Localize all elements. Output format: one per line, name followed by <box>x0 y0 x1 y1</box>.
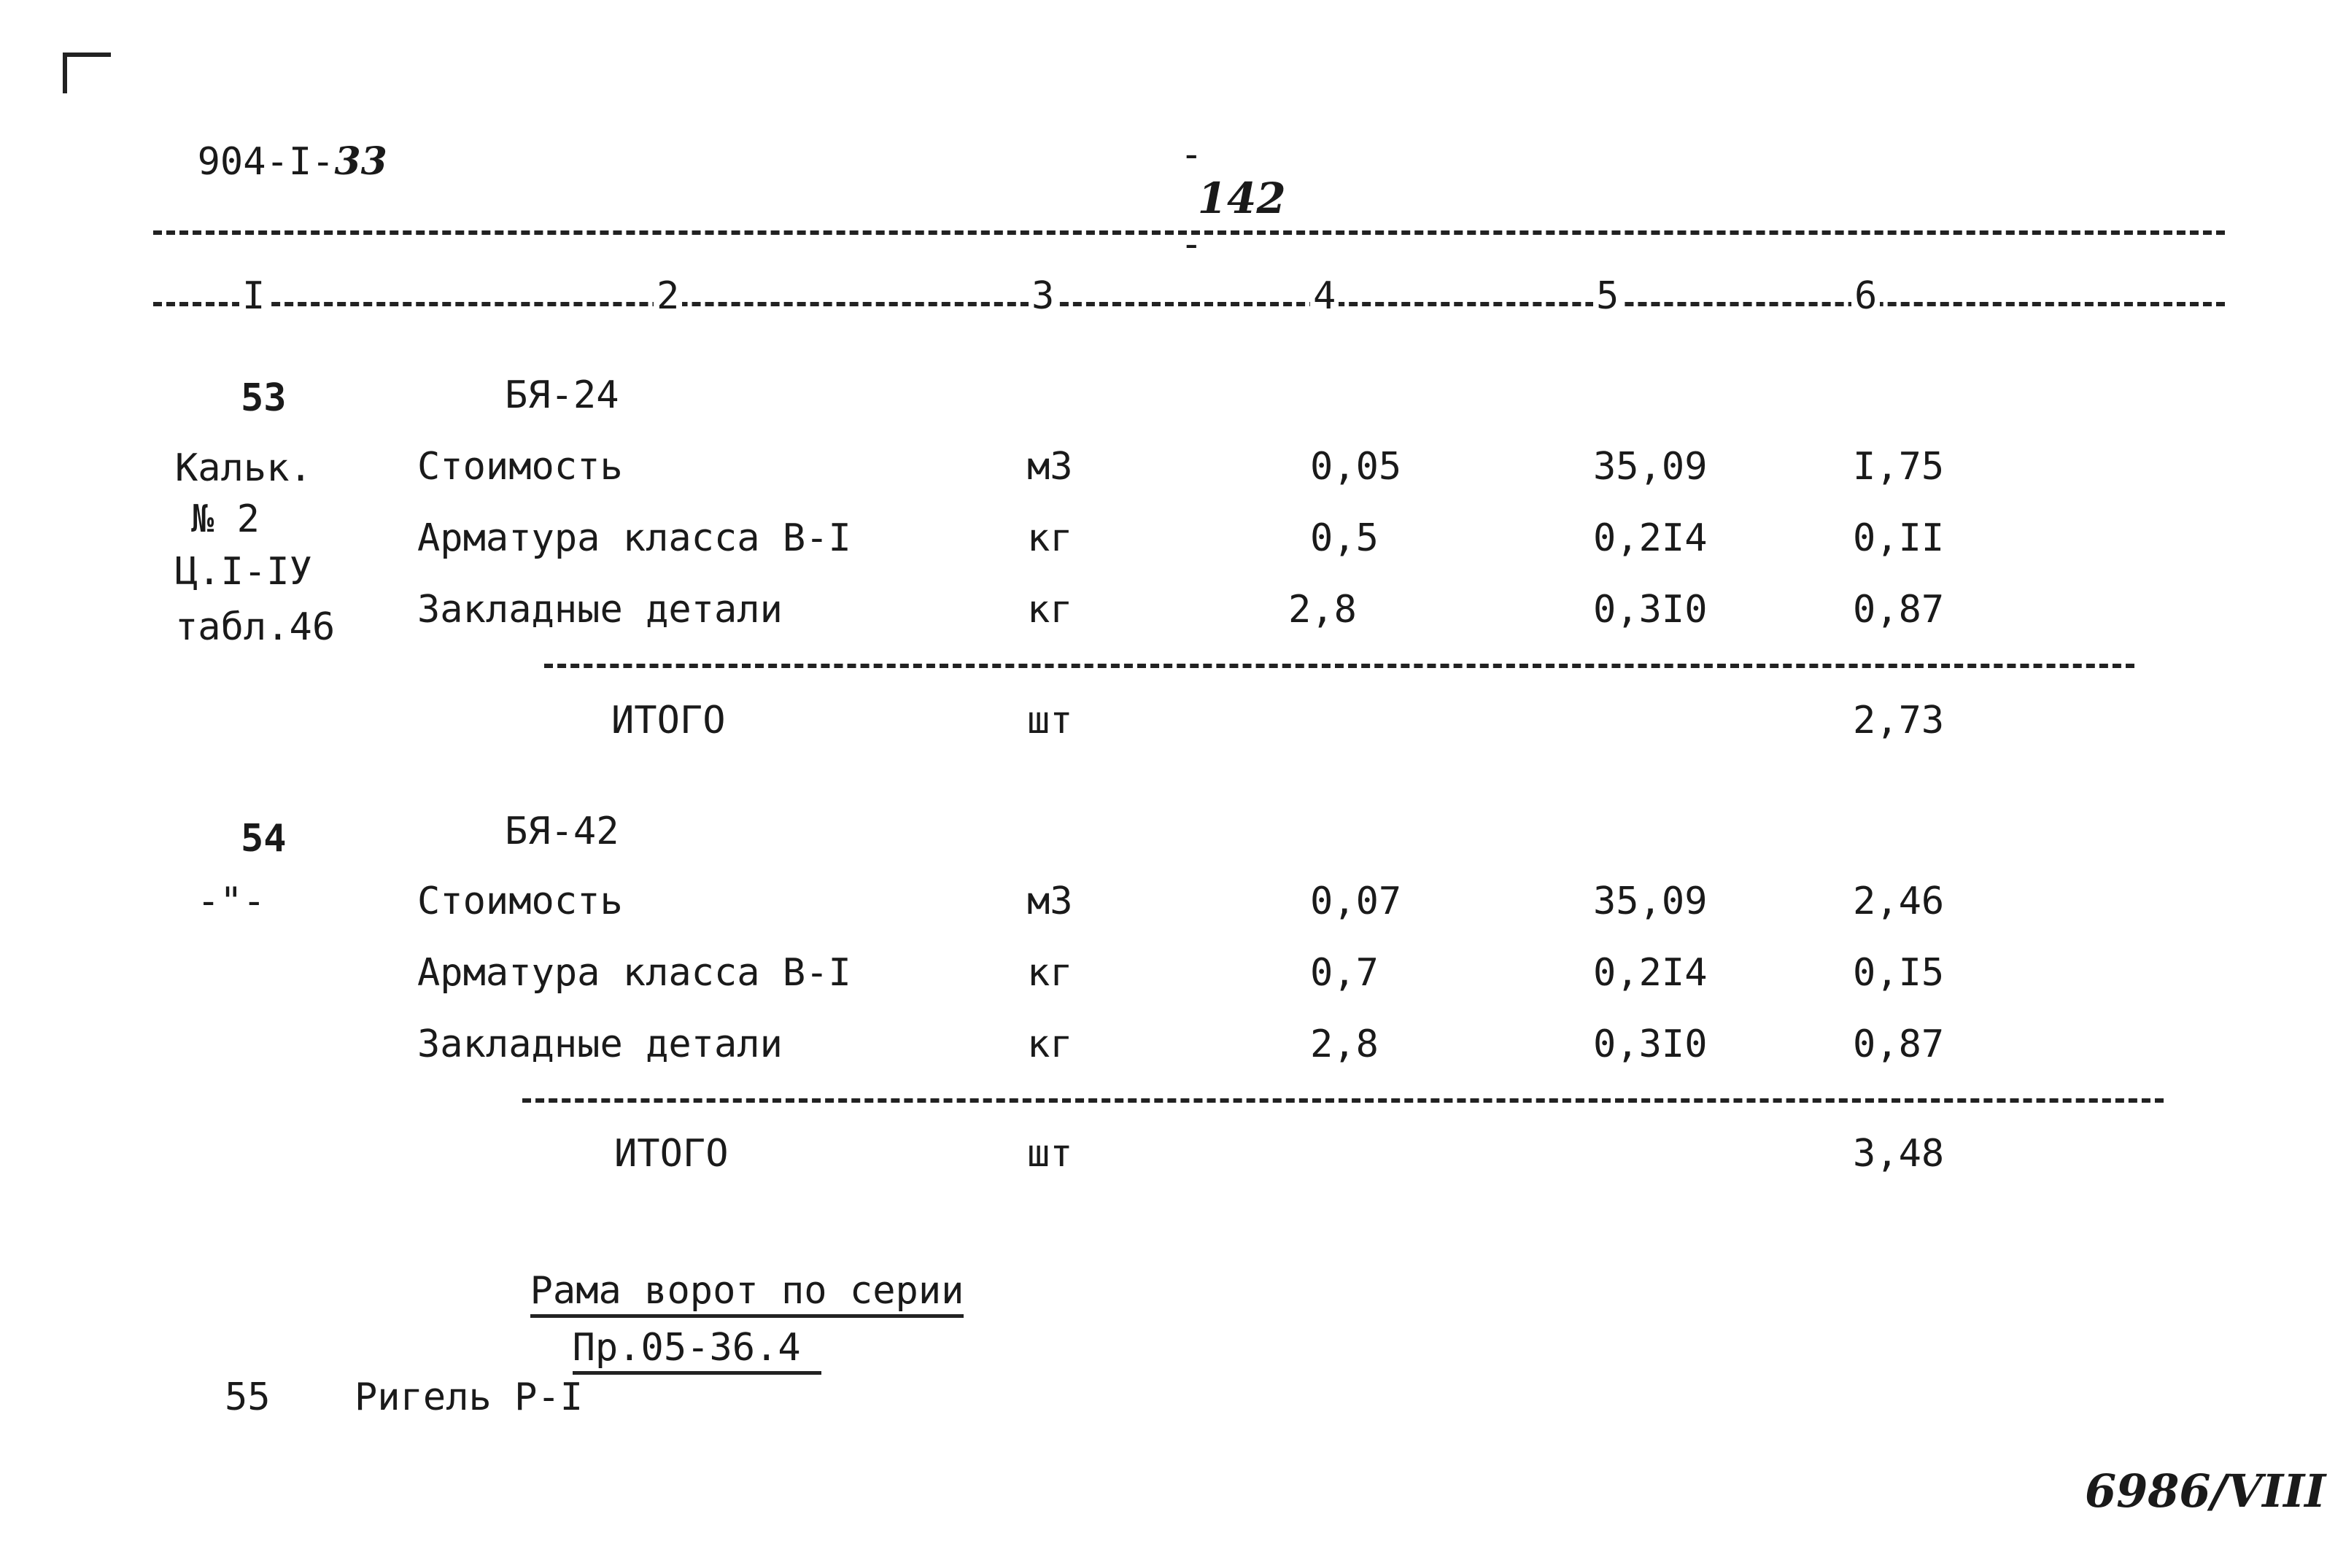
row-total: 2,46 <box>1853 880 1945 923</box>
row-price: 0,2I4 <box>1593 951 1708 995</box>
row-price: 35,09 <box>1593 880 1708 923</box>
row-total: 0,87 <box>1853 588 1945 632</box>
section-title-line2: Пр.05-36.4 <box>573 1326 821 1375</box>
series-code <box>152 96 387 184</box>
next-item-number: 55 <box>225 1375 271 1419</box>
row-total: 0,I5 <box>1853 951 1945 995</box>
reference-line: № 2 <box>191 497 260 541</box>
row-name: Арматура класса В-I <box>417 516 851 560</box>
row-qty: 2,8 <box>1288 588 1357 632</box>
header-bottom-rule <box>153 302 2225 306</box>
row-qty: 0,05 <box>1310 445 1402 489</box>
series-code-prefix: 904-I- <box>197 140 335 184</box>
row-name: Закладные детали <box>417 588 783 632</box>
column-number-6: 6 <box>1851 274 1880 318</box>
row-unit: кг <box>1027 951 1073 995</box>
row-price: 0,2I4 <box>1593 516 1708 560</box>
row-qty: 0,07 <box>1310 880 1402 923</box>
item-number: 53 <box>241 376 287 420</box>
row-unit: кг <box>1027 1022 1073 1066</box>
row-name: Закладные детали <box>417 1022 783 1066</box>
page-number-dash-right: - <box>1180 222 1203 266</box>
archive-stamp: 6986/VIII <box>2085 1464 2326 1518</box>
item-name: БЯ-24 <box>505 373 619 417</box>
column-number-3: 3 <box>1029 274 1057 318</box>
subtotal-unit: шт <box>1027 1132 1073 1176</box>
row-price: 35,09 <box>1593 445 1708 489</box>
corner-mark <box>63 53 111 93</box>
row-total: 0,87 <box>1853 1022 1945 1066</box>
page-number-value: 142 <box>1197 174 1286 223</box>
row-price: 0,3I0 <box>1593 588 1708 632</box>
column-number-2: 2 <box>654 274 682 318</box>
row-unit: м3 <box>1027 445 1073 489</box>
section-subtitle <box>527 1282 821 1370</box>
subtotal-rule <box>522 1098 2164 1103</box>
row-qty: 0,7 <box>1310 951 1379 995</box>
series-code-handwritten: 33 <box>334 139 387 184</box>
item-name: БЯ-42 <box>505 810 619 853</box>
row-unit: кг <box>1027 516 1073 560</box>
row-name: Стоимость <box>417 445 623 489</box>
subtotal-value: 3,48 <box>1853 1132 1945 1176</box>
reference-line: табл.46 <box>175 605 336 649</box>
header-top-rule <box>153 230 2225 235</box>
subtotal-unit: шт <box>1027 699 1073 742</box>
next-item-name: Ригель Р-I <box>355 1375 584 1419</box>
row-qty: 0,5 <box>1310 516 1379 560</box>
row-total: 0,II <box>1853 516 1945 560</box>
section-title-line1: Рама ворот по серии <box>530 1269 964 1318</box>
reference-line: Кальк. <box>175 446 312 490</box>
page-number <box>1134 89 1304 266</box>
subtotal-label: ИТОГО <box>611 699 726 742</box>
page-number-dash-left: - <box>1180 133 1203 176</box>
row-name: Арматура класса В-I <box>417 951 851 995</box>
row-unit: м3 <box>1027 880 1073 923</box>
row-price: 0,3I0 <box>1593 1022 1708 1066</box>
column-number-5: 5 <box>1593 274 1622 318</box>
subtotal-value: 2,73 <box>1853 699 1945 742</box>
row-qty: 2,8 <box>1310 1022 1379 1066</box>
row-total: I,75 <box>1853 445 1945 489</box>
reference-line: Ц.I-IУ <box>175 550 312 594</box>
item-number: 54 <box>241 817 287 861</box>
reference-line: -"- <box>197 880 266 923</box>
subtotal-rule <box>544 664 2134 668</box>
row-name: Стоимость <box>417 880 623 923</box>
column-number-1: I <box>239 274 268 318</box>
row-unit: кг <box>1027 588 1073 632</box>
column-number-4: 4 <box>1310 274 1339 318</box>
subtotal-label: ИТОГО <box>614 1132 729 1176</box>
